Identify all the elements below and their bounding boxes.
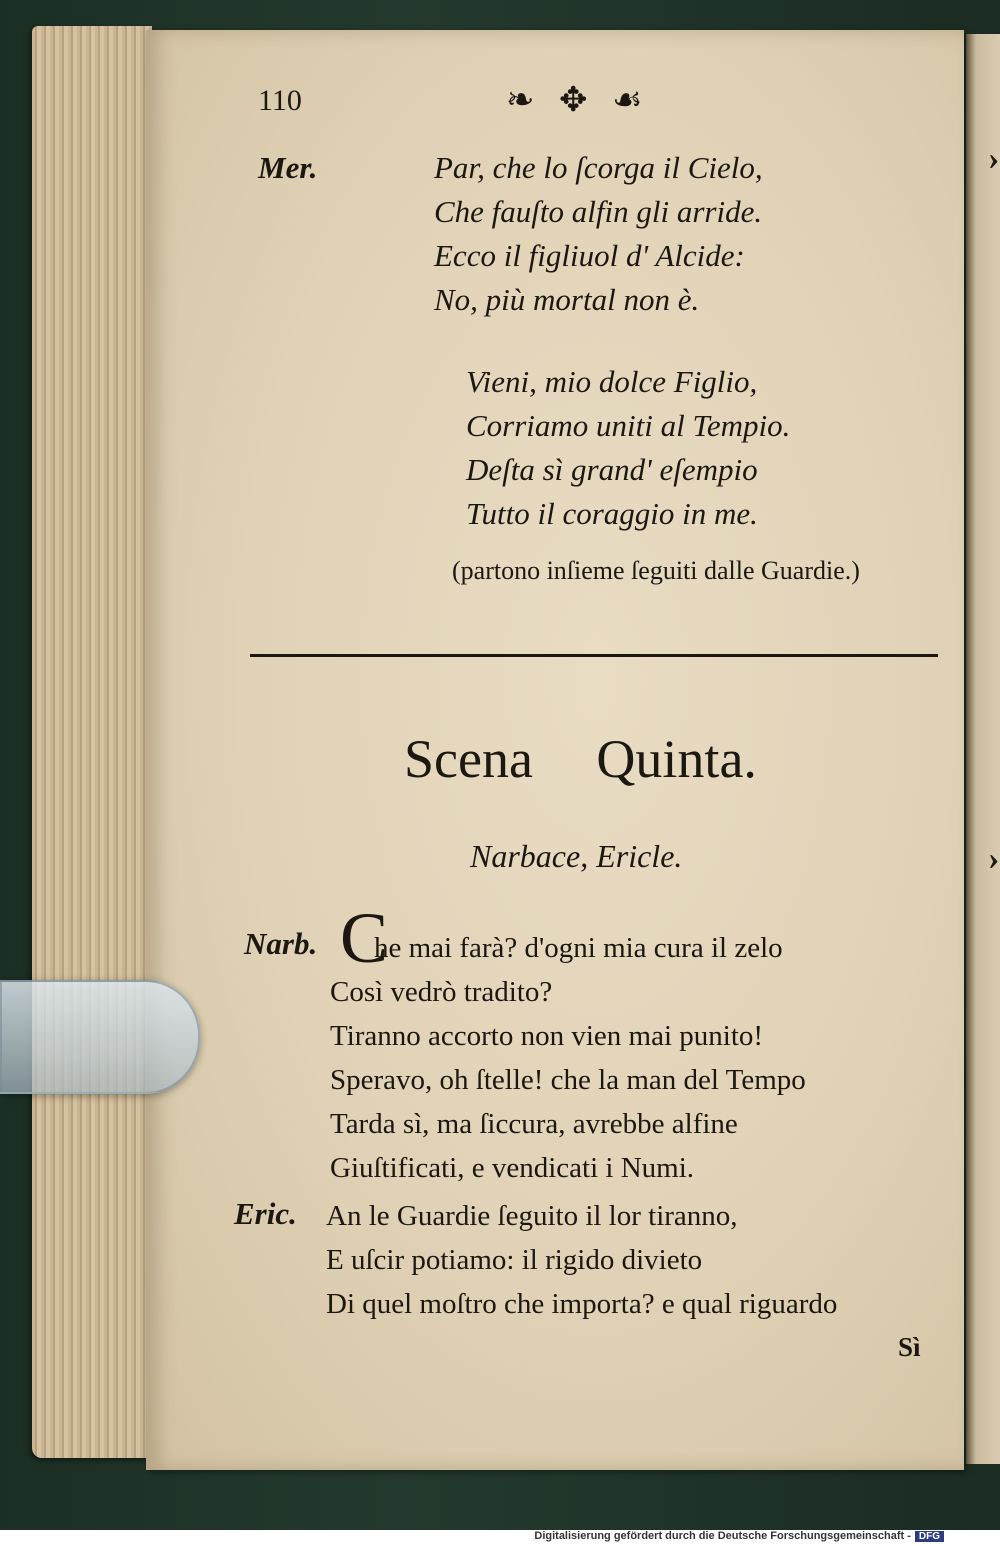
aria-stanza-1 xyxy=(434,146,763,322)
verse-line: E uſcir potiamo: il rigido divieto xyxy=(326,1244,703,1276)
page-edges xyxy=(32,26,152,1458)
verse-line: Tarda sì, ma ſiccura, avrebbe alfine xyxy=(330,1108,738,1140)
ornament-icon: ❧ ✥ ☙ xyxy=(506,82,651,119)
verse-line: An le Guardie ſeguito il lor tiranno, xyxy=(326,1200,738,1232)
eric-speech xyxy=(326,1194,837,1326)
verse-line: Di quel moſtro che importa? e qual riguardo xyxy=(326,1288,838,1320)
facing-page-edge xyxy=(966,34,1000,1464)
scene-divider xyxy=(250,654,938,657)
verse-line: No, più mortal non è. xyxy=(434,282,700,317)
verse-line: Giuſtificati, e vendicati i Numi. xyxy=(330,1152,695,1184)
stage-direction: (partono inſieme ſeguiti dalle Guardie.) xyxy=(452,556,860,585)
verse-line: Tiranno accorto non vien mai punito! xyxy=(330,1020,764,1052)
speaker-narb: Narb. xyxy=(244,926,318,961)
verse-line: Vieni, mio dolce Figlio, xyxy=(466,364,758,399)
verse-line: Così vedrò tradito? xyxy=(330,976,553,1008)
footer-credit xyxy=(0,1530,1000,1546)
dfg-logo: DFG xyxy=(915,1531,944,1542)
footer-text: Digitalisierung gefördert durch die Deutsche Forschungsgemeinschaft - xyxy=(534,1530,911,1542)
aria-stanza-2 xyxy=(466,360,790,536)
page-clip xyxy=(0,980,200,1094)
verse-line: Ecco il figliuol d' Alcide: xyxy=(434,238,745,273)
verse-line: he mai farà? d'ogni mia cura il zelo xyxy=(374,932,783,964)
facing-page-mark: › xyxy=(988,140,1000,177)
verse-line: Par, che lo ſcorga il Cielo, xyxy=(434,150,763,185)
facing-page-mark: › xyxy=(988,840,1000,877)
speaker-mer: Mer. xyxy=(258,150,318,185)
verse-line: Corriamo uniti al Tempio. xyxy=(466,408,791,443)
verse-line: Tutto il coraggio in me. xyxy=(466,496,758,531)
scene-persons: Narbace, Ericle. xyxy=(470,838,683,874)
verse-line: Che fauſto alfin gli arride. xyxy=(434,194,763,229)
verse-line: Speravo, oh ſtelle! che la man del Tempo xyxy=(330,1064,806,1096)
verse-line: Deſta sì grand' eſempio xyxy=(466,452,758,487)
drop-cap: C xyxy=(340,898,389,978)
scene-title: Scena Quinta. xyxy=(404,729,757,789)
narb-speech xyxy=(330,970,806,1190)
catchword: Sì xyxy=(898,1332,921,1362)
speaker-eric: Eric. xyxy=(234,1196,297,1231)
page-number: 110 xyxy=(258,84,302,117)
